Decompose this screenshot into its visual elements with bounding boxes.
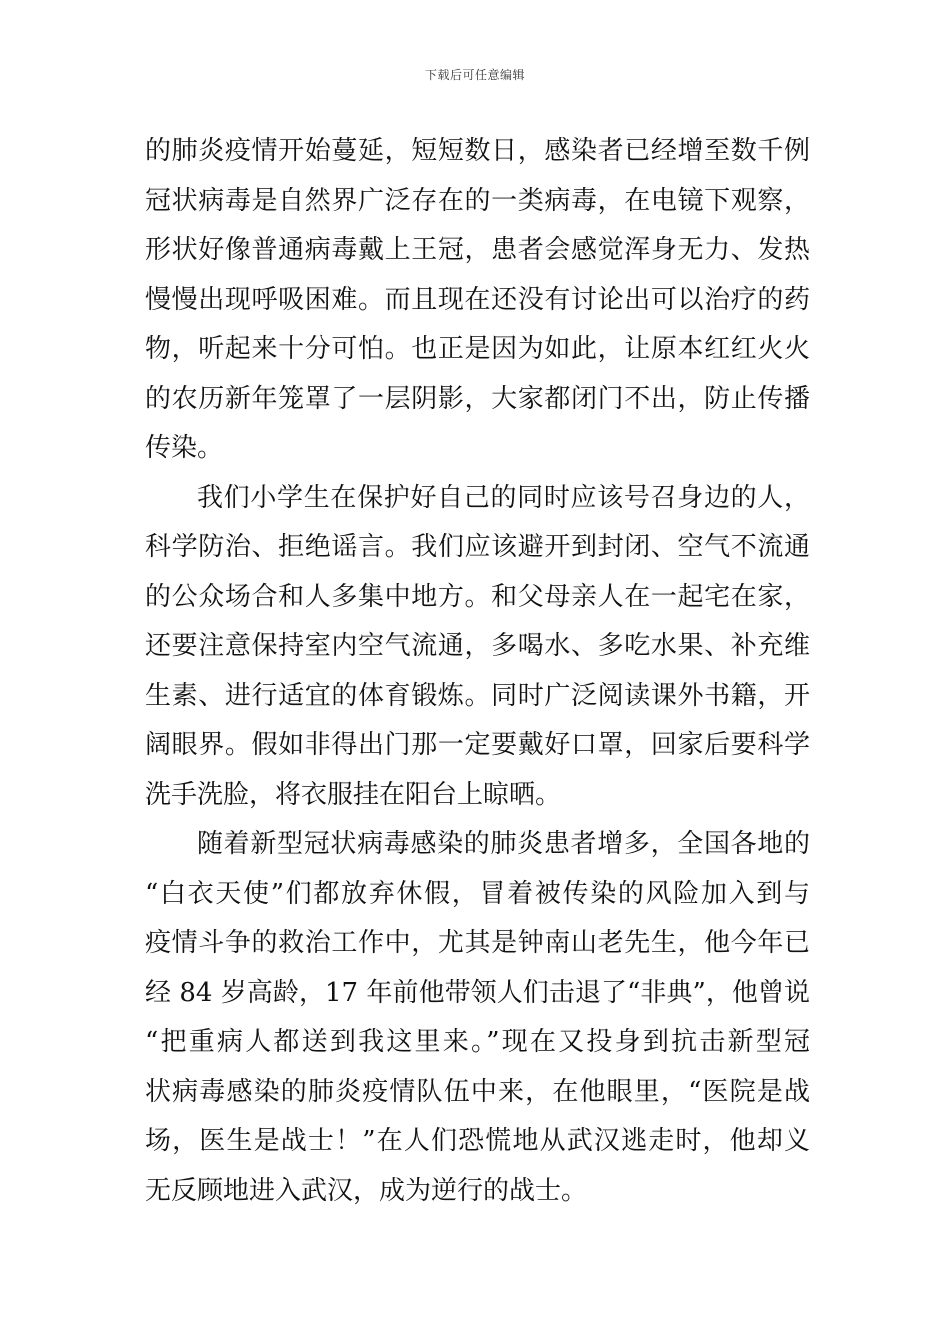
- text-line: 慢慢出现呼吸困难。而且现在还没有讨论出可以治疗的药: [145, 284, 810, 315]
- page-header: 下载后可任意编辑: [424, 68, 525, 82]
- text-line: 物，听起来十分可怕。也正是因为如此，让原本红红火火: [145, 334, 810, 364]
- text-line: 的农历新年笼罩了一层阴影，大家都闭门不出，防止传播: [145, 383, 810, 414]
- text-line: “白衣天使”们都放弃休假，冒着被传染的风险加入到与: [145, 878, 810, 909]
- text-line: 疫情斗争的救治工作中，尤其是钟南山老先生，他今年已: [145, 928, 810, 958]
- text-line: 生素、进行适宜的体育锻炼。同时广泛阅读课外书籍，开: [145, 680, 810, 711]
- text-line: 阔眼界。假如非得出门那一定要戴好口罩，回家后要科学: [145, 730, 810, 760]
- text-line: 的肺炎疫情开始蔓延，短短数日，感染者已经增至数千例: [145, 136, 810, 166]
- text-line: 还要注意保持室内空气流通，多喝水、多吃水果、补充维: [145, 631, 810, 661]
- text-line: 状病毒感染的肺炎疫情队伍中来，在他眼里，“医院是战: [145, 1076, 810, 1107]
- text-line: 随着新型冠状病毒感染的肺炎患者增多，全国各地的: [197, 829, 810, 859]
- text-line: 传染。: [145, 433, 224, 463]
- text-line: “把重病人都送到我这里来。”现在又投身到抗击新型冠: [145, 1027, 810, 1057]
- text-line: 无反顾地进入武汉，成为逆行的战士。: [145, 1175, 588, 1206]
- text-line: 我们小学生在保护好自己的同时应该号召身边的人，: [197, 482, 810, 513]
- text-line: 经 84 岁高龄，17 年前他带领人们击退了“非典”，他曾说: [145, 977, 810, 1008]
- text-line: 科学防治、拒绝谣言。我们应该避开到封闭、空气不流通: [145, 532, 810, 562]
- text-line: 冠状病毒是自然界广泛存在的一类病毒，在电镜下观察，: [145, 185, 810, 216]
- text-line: 洗手洗脸，将衣服挂在阳台上晾晒。: [145, 779, 562, 810]
- text-line: 形状好像普通病毒戴上王冠，患者会感觉浑身无力、发热: [145, 235, 810, 265]
- document-body: [145, 127, 810, 1216]
- text-line: 的公众场合和人多集中地方。和父母亲人在一起宅在家，: [145, 581, 810, 612]
- text-line: 场，医生是战士！”在人们恐慌地从武汉逃走时，他却义: [145, 1126, 810, 1156]
